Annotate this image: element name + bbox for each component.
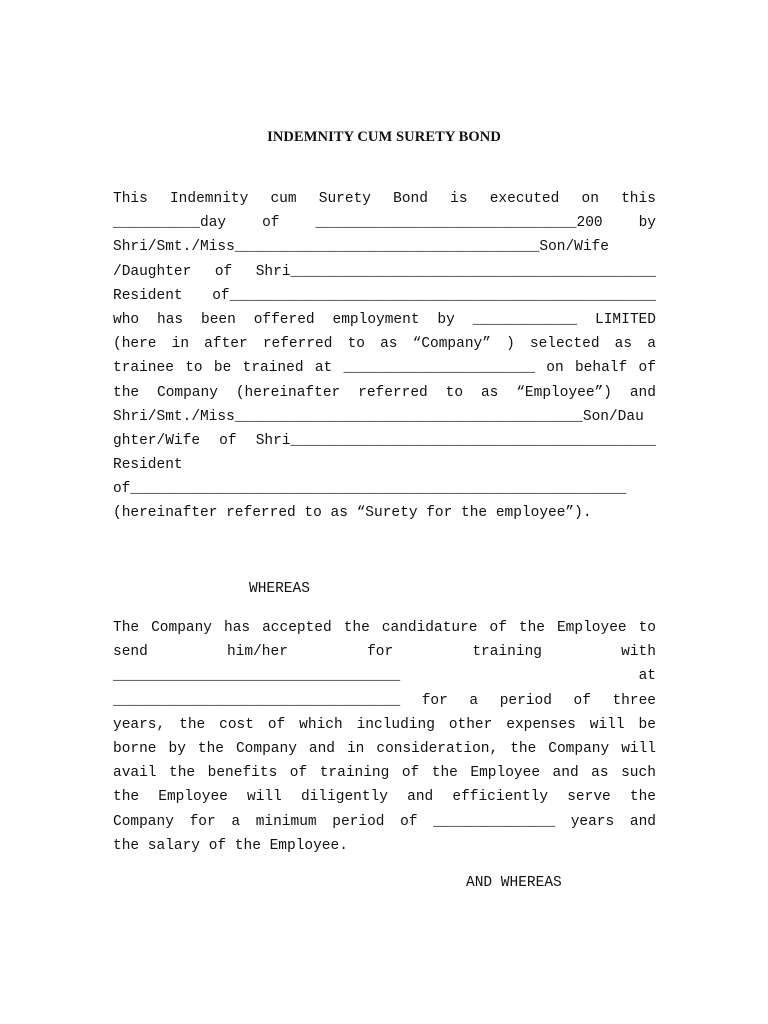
word: of [638,360,656,377]
word: Surety [318,191,371,207]
word: for [367,644,394,661]
word: consideration, [376,740,499,757]
text-line [113,356,656,380]
word: Shri/Smt./Miss________________________________________Son/Dau [113,408,644,425]
word: the [179,716,206,733]
word: by [168,740,186,757]
word: Company [151,620,213,636]
text-line [113,640,656,664]
text-line [113,235,656,259]
word: (hereinafter [113,505,218,522]
text-line [113,381,656,405]
word: on [581,191,599,207]
word: cum [270,191,297,207]
word: the [113,837,140,854]
word: expenses [506,716,576,733]
word: training [472,644,542,661]
word: Resident [113,287,183,304]
word: accepted [262,620,332,636]
word: as [480,384,499,401]
word: such [621,765,656,782]
text-line [113,187,656,211]
word: will [621,740,656,757]
word: on [546,360,564,377]
word: of [401,765,420,782]
word: diligently [300,789,388,806]
text-line [113,761,656,785]
word: a [647,336,656,353]
word: Company [157,384,218,401]
word: period [499,692,552,709]
text-line [113,211,656,235]
word: and [552,765,579,782]
word: “Surety [356,505,418,522]
word: been [201,311,236,328]
word: avail [113,765,157,782]
word: in [171,336,190,353]
text-line [113,616,656,640]
word: be [638,716,656,733]
word: the [343,620,370,636]
word: of [573,692,591,709]
word: referred [358,384,428,401]
word: ______________________________200 [315,215,603,232]
word: by [638,215,656,232]
word: as [591,765,609,782]
word: executed [489,191,560,207]
word: other [448,716,493,733]
word: __________day [113,215,227,232]
word: for [189,813,216,830]
word: and [629,813,656,830]
word: a [469,692,479,709]
word: to [185,360,203,377]
word: Employee [556,620,627,636]
word: to [304,505,322,522]
word: period [332,813,385,830]
word: Shri__________________________________________ [255,263,656,280]
word: selected [529,336,600,353]
word: Employee [470,765,541,782]
text-line [113,405,656,429]
word: the [510,740,537,757]
word: send [113,644,148,661]
word: Employee [158,789,228,806]
word: employee”). [495,505,592,522]
word: the [431,765,458,782]
word: including [356,716,435,733]
word: the [518,620,545,636]
word: years [570,813,615,830]
and-whereas-heading: AND WHEREAS [466,875,562,891]
word: the [169,765,196,782]
word: and [407,789,434,806]
word: serve [567,789,611,806]
word: “Employee”) [516,384,612,401]
intro-paragraph [113,187,656,526]
word: and [308,740,335,757]
word: _________________________________ [113,668,401,685]
word: behalf [574,360,628,377]
word: candidature [381,620,478,636]
text-line [113,834,656,858]
text-line [113,429,656,453]
word: to [445,384,464,401]
word: (here [113,336,157,353]
text-line [113,453,656,477]
word: the [629,789,656,806]
text-line [113,284,656,308]
word: trained [242,360,304,377]
word: ghter/Wife [113,432,201,449]
word: as [380,336,398,353]
word: of [289,765,308,782]
text-line [113,689,656,713]
word: this [621,191,656,207]
text-line [113,664,656,688]
word: /Daughter [113,263,192,280]
word: will [589,716,625,733]
word: efficiently [452,789,549,806]
word: Company [113,813,174,830]
word: to [347,336,365,353]
word: of [489,620,507,636]
text-line [113,810,656,834]
text-line [113,308,656,332]
word: be [213,360,232,377]
word: employment [332,311,420,328]
word: will [247,789,282,806]
word: The [113,620,140,636]
word: years, [113,716,166,733]
word: of [214,263,233,280]
word: to [638,620,656,636]
text-line [113,332,656,356]
word: referred [262,336,333,353]
word: the [197,740,224,757]
word: has [224,620,251,636]
word: at [314,360,333,377]
word: of [400,813,418,830]
word: by [437,311,455,328]
word: Company [548,740,610,757]
whereas-heading: WHEREAS [249,581,310,597]
word: ______________ [433,813,556,830]
text-line [113,713,656,737]
text-line [113,785,656,809]
text-line [113,260,656,284]
word: ______________________ [343,360,535,377]
word: borne [113,740,157,757]
word: the [461,505,488,522]
whereas-paragraph [113,616,656,858]
word: Bond [393,191,428,207]
word: and [629,384,656,401]
word: for [426,505,453,522]
word: Indemnity [169,191,249,207]
word: with [621,644,656,661]
word: benefits [207,765,278,782]
word: the [113,384,140,401]
word: Shri/Smt./Miss___________________________________Son/Wife [113,239,609,256]
word: Shri__________________________________________ [255,432,656,449]
text-line [113,501,656,525]
word: of [208,837,227,854]
word: cost [219,716,254,733]
word: as [614,336,633,353]
word: Employee. [269,837,348,854]
word: of_________________________________________________________ [113,481,627,498]
word: three [612,692,656,709]
word: offered [253,311,315,328]
word: minimum [255,813,317,830]
word: Company [235,740,297,757]
word: of [267,716,286,733]
word: trainee [113,360,174,377]
word: is [450,191,468,207]
word: for [421,692,448,709]
word: referred [226,505,296,522]
word: in [346,740,365,757]
word: as [330,505,348,522]
word: ) [506,336,515,353]
word: the [234,837,261,854]
word: ____________ [472,311,578,328]
word: LIMITED [595,311,656,328]
word: This [113,191,148,207]
word: _________________________________ [113,692,401,709]
word: of [219,432,237,449]
word: of_________________________________________________ [212,287,656,304]
word: a [231,813,241,830]
word: (hereinafter [235,384,341,401]
word: Resident [113,457,183,474]
document-title: INDEMNITY CUM SURETY BOND [267,129,501,145]
word: after [204,336,248,353]
word: the [113,789,140,806]
word: at [638,668,656,685]
word: salary [147,837,201,854]
word: him/her [226,644,288,661]
word: of [262,215,280,232]
word: who [113,311,140,328]
word: has [157,311,184,328]
word: which [299,716,343,733]
text-line [113,477,656,501]
text-line [113,737,656,761]
word: training [319,765,390,782]
word: “Company” [412,336,491,353]
